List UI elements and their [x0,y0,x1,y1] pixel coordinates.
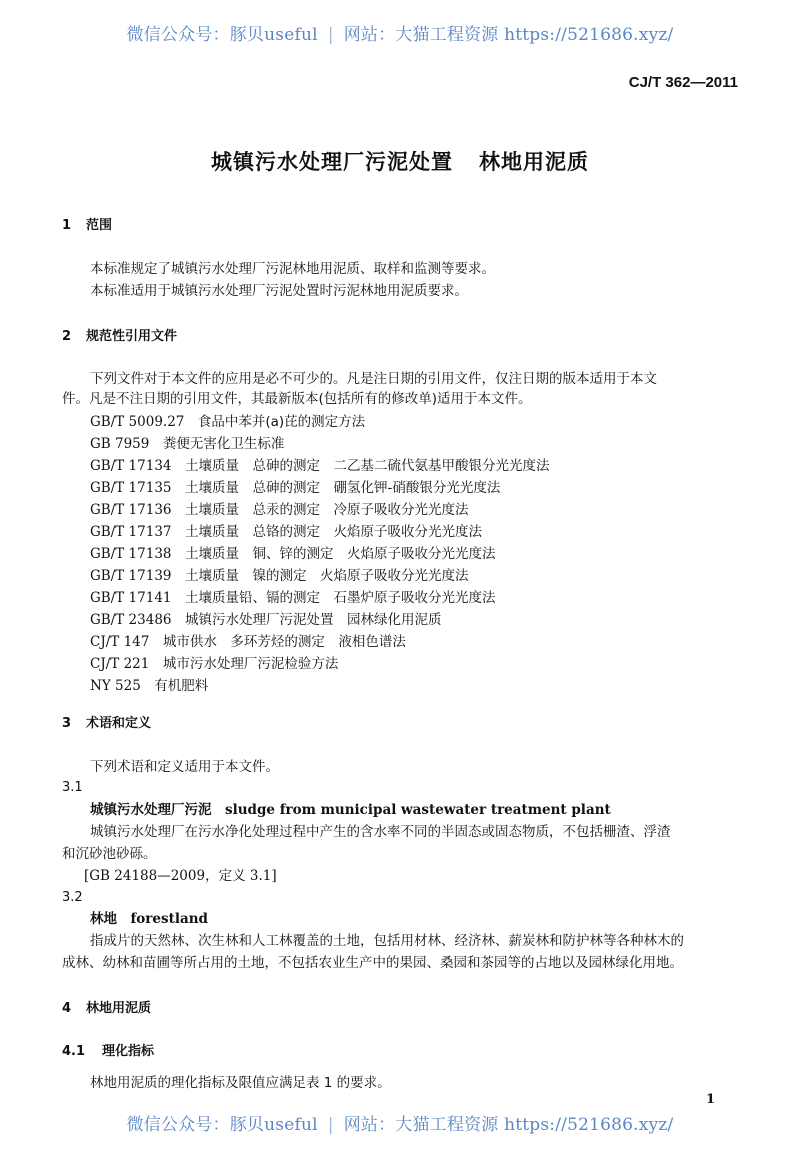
reference-item: NY 525 有机肥料 [90,678,209,694]
document-title [0,146,800,176]
term-3-1-number: 3.1 [62,780,83,795]
section-1-para-2: 本标准适用于城镇污水处理厂污泥处置时污泥林地用泥质要求。 [90,283,468,299]
section-title: 范围 [86,218,113,233]
reference-item: CJ/T 147 城市供水 多环芳烃的测定 液相色谱法 [90,634,406,650]
section-number: 4 [62,1001,72,1016]
section-4-heading [62,997,151,1016]
reference-item: GB/T 17135 土壤质量 总砷的测定 硼氢化钾-硝酸银分光光度法 [90,480,501,496]
section-number: 2 [62,329,72,344]
term-3-1-definition-line-2: 和沉砂池砂砾。 [62,846,157,862]
reference-item: GB/T 5009.27 食品中苯并(a)芘的测定方法 [90,414,366,430]
page-number: 1 [705,1092,715,1107]
section-2-heading [62,325,177,344]
section-title: 规范性引用文件 [86,329,178,344]
watermark-left: 微信公众号：豚贝useful [126,25,318,45]
watermark-separator: | [327,1115,334,1135]
section-3-heading [62,712,151,731]
watermark-top [0,20,800,45]
term-cn: 林地 [90,911,117,927]
term-3-1-title [90,800,611,820]
section-title: 林地用泥质 [86,1001,152,1016]
reference-item: CJ/T 221 城市污水处理厂污泥检验方法 [90,656,339,672]
term-3-1-source: [GB 24188—2009，定义 3.1] [84,868,277,884]
subsection-number: 4.1 [62,1044,86,1059]
reference-item: GB/T 17137 土壤质量 总铬的测定 火焰原子吸收分光光度法 [90,524,482,540]
watermark-separator: | [327,25,334,45]
watermark-right: 网站：大猫工程资源 https://521686.xyz/ [343,25,674,45]
reference-item: GB/T 17138 土壤质量 铜、锌的测定 火焰原子吸收分光光度法 [90,546,496,562]
section-1-heading [62,214,112,233]
section-title: 术语和定义 [86,716,152,731]
section-1-para-1: 本标准规定了城镇污水处理厂污泥林地用泥质、取样和监测等要求。 [90,261,495,277]
term-3-2-number: 3.2 [62,890,83,905]
section-3-intro: 下列术语和定义适用于本文件。 [90,759,279,775]
section-2-intro-line-1: 下列文件对于本文件的应用是必不可少的。凡是注日期的引用文件，仅注日期的版本适用于本文 [90,371,657,387]
standard-code: CJ/T 362—2011 [628,74,738,91]
reference-item: GB/T 17134 土壤质量 总砷的测定 二乙基二硫代氨基甲酸银分光光度法 [90,458,550,474]
term-3-2-title [90,909,208,929]
reference-item: GB/T 17139 土壤质量 镍的测定 火焰原子吸收分光光度法 [90,568,469,584]
watermark-right: 网站：大猫工程资源 https://521686.xyz/ [343,1115,674,1135]
section-4-1-heading [62,1040,154,1059]
title-part2: 林地用泥质 [479,150,589,174]
watermark-left: 微信公众号：豚贝useful [126,1115,318,1135]
term-3-1-definition-line-1: 城镇污水处理厂在污水净化处理过程中产生的含水率不同的半固态或固态物质，不包括栅渣、浮渣 [90,824,671,840]
section-number: 1 [62,218,72,233]
reference-item: GB 7959 粪便无害化卫生标准 [90,436,285,452]
term-en: sludge from municipal wastewater treatment plant [225,802,611,818]
term-3-2-definition-line-2: 成林、幼林和苗圃等所占用的土地，不包括农业生产中的果园、桑园和茶园等的占地以及园林绿化用地。 [62,955,683,971]
title-part1: 城镇污水处理厂污泥处置 [211,150,453,174]
watermark-bottom [0,1110,800,1135]
section-number: 3 [62,716,72,731]
subsection-title: 理化指标 [102,1044,155,1059]
term-cn: 城镇污水处理厂污泥 [90,802,212,818]
term-3-2-definition-line-1: 指成片的天然林、次生林和人工林覆盖的土地，包括用材林、经济林、薪炭林和防护林等各种林木的 [90,933,684,949]
reference-item: GB/T 17141 土壤质量铅、镉的测定 石墨炉原子吸收分光光度法 [90,590,496,606]
section-4-1-text: 林地用泥质的理化指标及限值应满足表 1 的要求。 [90,1075,391,1091]
reference-item: GB/T 17136 土壤质量 总汞的测定 冷原子吸收分光光度法 [90,502,469,518]
section-2-intro-line-2: 件。凡是不注日期的引用文件，其最新版本(包括所有的修改单)适用于本文件。 [62,391,532,407]
reference-item: GB/T 23486 城镇污水处理厂污泥处置 园林绿化用泥质 [90,612,442,628]
term-en: forestland [130,911,208,927]
